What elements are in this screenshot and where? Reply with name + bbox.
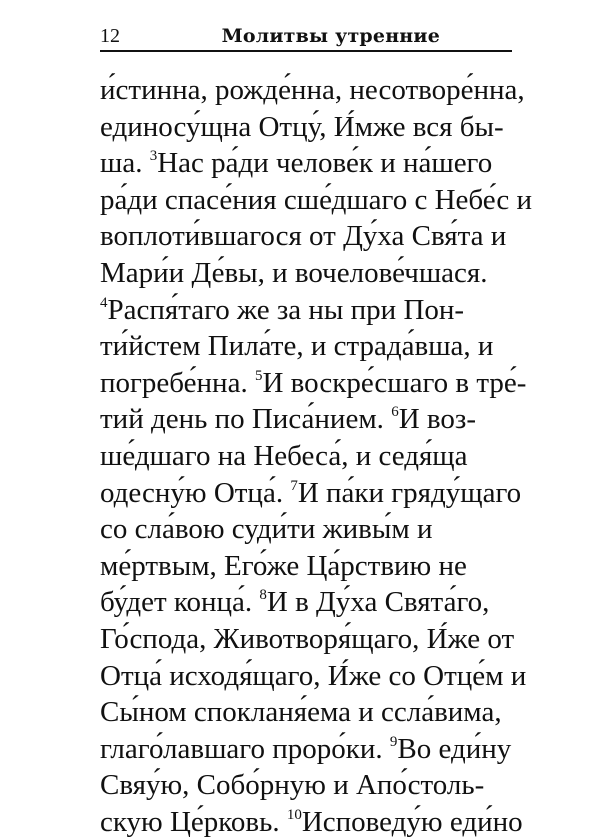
verse-number: 6 bbox=[391, 404, 399, 421]
text-line: ти́йстем Пила́те, и страда́вша, и bbox=[100, 330, 494, 363]
text-line: и́стинна, рожде́нна, несотворе́нна, bbox=[100, 74, 525, 106]
text-line: $^4$Распя́таго же за ны при Пон- bbox=[100, 293, 465, 326]
text-line: со сла́вою суди́ти живы́м и bbox=[100, 513, 433, 546]
text-line: Мари́и Де́вы, и вочелове́чшася. bbox=[100, 256, 488, 289]
text-line: тий день по Писа́нием. $^6$И воз- bbox=[100, 403, 476, 436]
text-line: воплоти́вшагося от Ду́ха Свя́та и bbox=[100, 220, 507, 253]
text-line: скую Це́рковь. $^{10}$Исповеду́ю еди́но bbox=[100, 805, 523, 838]
text-line: ра́ди спасе́ния сше́дшаго с Небе́с и bbox=[100, 183, 532, 216]
text-line: одесну́ю Отца́. $^7$И па́ки гряду́щаго bbox=[100, 476, 522, 509]
text-line: погребе́нна. $^5$И воскре́сшаго в тре́- bbox=[100, 366, 527, 399]
running-title: Молитвы утренние bbox=[221, 25, 440, 47]
page-header bbox=[100, 18, 512, 52]
page-number: 12 bbox=[100, 25, 120, 47]
text-line: Го́спода, Животворя́щаго, И́же от bbox=[100, 622, 515, 655]
text-line: Отца́ исходя́щаго, И́же со Отце́м и bbox=[100, 659, 527, 692]
text-line: ша. $^3$Нас ра́ди челове́к и на́шего bbox=[100, 147, 493, 180]
verse-number: 4 bbox=[100, 294, 108, 311]
verse-number: 10 bbox=[286, 806, 302, 823]
prayer-text bbox=[100, 72, 532, 840]
verse-number: 3 bbox=[149, 148, 158, 165]
verse-number: 7 bbox=[290, 477, 298, 494]
text-line: Свяу́ю, Собо́рную и Апо́столь- bbox=[100, 769, 485, 802]
verse-number: 8 bbox=[259, 587, 267, 604]
text-line: бу́дет конца́. $^8$И в Ду́ха Свята́го, bbox=[100, 586, 490, 619]
text-line: ме́ртвым, Его́же Ца́рствию не bbox=[100, 549, 467, 582]
text-line: Сы́ном спокланя́ема и ссла́вима, bbox=[100, 696, 502, 729]
text-line: ше́дшаго на Небеса́, и седя́ща bbox=[100, 439, 468, 472]
verse-number: 5 bbox=[254, 367, 263, 384]
text-line: глаго́лавшаго проро́ки. $^9$Во еди́ну bbox=[100, 732, 512, 765]
text-line: единосу́щна Отцу́, И́мже вся бы- bbox=[100, 110, 504, 143]
verse-number: 9 bbox=[389, 733, 398, 750]
